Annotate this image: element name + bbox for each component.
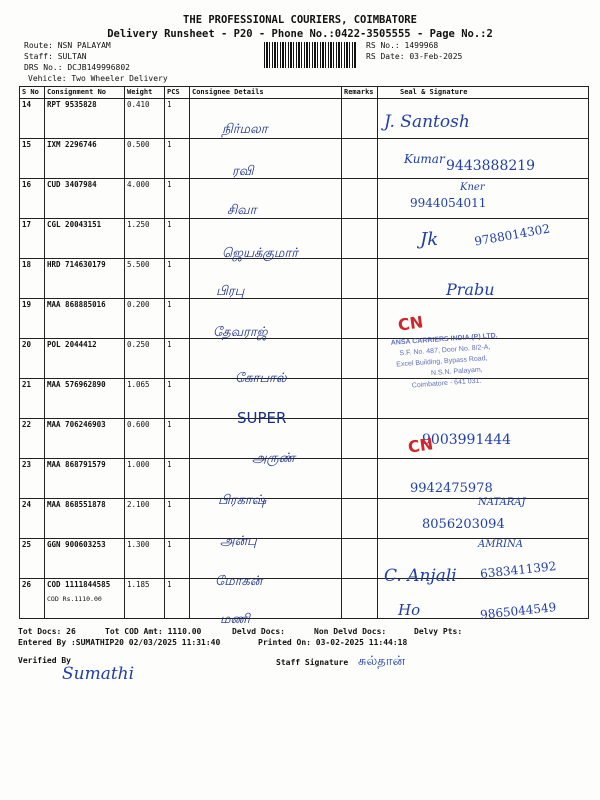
row-pcs: 1 [165,139,190,179]
staff-signature-label: Staff Signature [276,658,349,667]
col-seal-signature: Seal & Signature [378,87,589,99]
row-sno: 19 [20,299,45,339]
row-weight: 1.250 [125,219,165,259]
phone-handwriting: 9942475978 [410,481,493,496]
signature-handwriting: Kner [460,182,485,193]
row-pcs: 1 [165,459,190,499]
row-consignment-no: CUD 3407984 [45,179,125,219]
staff-info: Staff: SULTAN [24,52,87,61]
row-weight: 0.410 [125,99,165,139]
phone-handwriting: 8056203094 [422,517,505,532]
row-sno: 20 [20,339,45,379]
row-sno: 14 [20,99,45,139]
row-remarks-cell [342,579,378,619]
route-info: Route: NSN PALAYAM [24,41,111,50]
table-row [20,459,589,499]
col-remarks: Remarks [342,87,378,99]
row-sno: 21 [20,379,45,419]
rs-date: RS Date: 03-Feb-2025 [366,52,463,61]
signature-handwriting: Jk [420,229,439,250]
row-pcs: 1 [165,379,190,419]
row-pcs: 1 [165,339,190,379]
signature-handwriting: C. Anjali [384,566,457,586]
row-weight: 0.200 [125,299,165,339]
printed-on: Printed On: 03-02-2025 11:44:18 [258,638,408,647]
company-stamp [372,325,577,419]
stamp-line: Coimbatore - 641 031. [411,377,482,390]
row-remarks-cell [342,539,378,579]
consignee-handwriting: அருண் [252,451,296,466]
company-title: THE PROFESSIONAL COURIERS, COIMBATORE [183,14,417,26]
consignee-handwriting: பிரபு [216,284,245,299]
row-remarks-cell [342,419,378,459]
row-weight: 1.065 [125,379,165,419]
consignee-handwriting: SUPER [237,409,287,427]
signature-handwriting: Prabu [446,280,495,299]
col-pcs: PCS [165,87,190,99]
consignee-handwriting: சிவா [227,203,257,218]
phone-handwriting: 9788014302 [473,221,551,249]
row-weight: 0.250 [125,339,165,379]
row-consignment-no: GGN 900603253 [45,539,125,579]
entered-by: Entered By :SUMATHIP20 02/03/2025 11:31:40 [18,638,221,647]
consignee-handwriting: தேவராஜ் [213,325,268,340]
consignee-handwriting: ரவி [232,164,254,179]
row-sno: 22 [20,419,45,459]
row-consignment-no: MAA 868885016 [45,299,125,339]
row-sno: 15 [20,139,45,179]
row-consignment-no: RPT 9535828 [45,99,125,139]
row-consignment-no [45,579,125,619]
row-consignment-no: HRD 714630179 [45,259,125,299]
stamp-line: N.S.N. Palayam, [430,366,483,378]
row-consignment-no: MAA 868551878 [45,499,125,539]
row-remarks-cell [342,99,378,139]
row-consignment-no: MAA 576962890 [45,379,125,419]
row-pcs: 1 [165,179,190,219]
col-consignee: Consignee Details [190,87,342,99]
row-consignee-cell [190,139,342,179]
row-consignee-cell [190,579,342,619]
consignee-handwriting: நிர்மலா [222,122,268,137]
phone-handwriting: 9443888219 [446,158,536,174]
delivery-points: Delvy Pts: [414,627,463,636]
table-row [20,99,589,139]
row-pcs: 1 [165,579,190,619]
row-remarks-cell [342,379,378,419]
staff-signature: சுல்தான் [358,654,406,669]
row-remarks-cell [342,299,378,339]
row-consignment-no: MAA 706246903 [45,419,125,459]
table-header-row [20,87,589,99]
row-pcs: 1 [165,219,190,259]
row-remarks-cell [342,259,378,299]
row-weight: 1.000 [125,459,165,499]
consignee-handwriting: மோகன் [215,574,263,589]
row-remarks-cell [342,139,378,179]
row-pcs: 1 [165,299,190,339]
phone-handwriting: 6383411392 [479,559,557,581]
row-sno: 18 [20,259,45,299]
phone-handwriting: 9865044549 [479,600,557,622]
row-pcs: 1 [165,499,190,539]
cod-note: COD Rs.1110.00 [47,595,102,603]
row-consignment-no: COD 1111844585 [47,580,111,589]
consignee-handwriting: ஜெயக்குமார் [222,246,298,261]
row-remarks-cell [342,219,378,259]
row-pcs: 1 [165,99,190,139]
row-consignment-no: MAA 868791579 [45,459,125,499]
signature-handwriting: Kumar [404,152,445,166]
table-row [20,259,589,299]
phone-handwriting: 9003991444 [422,432,512,448]
col-weight: Weight [125,87,165,99]
signature-handwriting: NATARAJ [478,497,526,508]
stamp-line: ANSA CARRIERS INDIA (P) LTD. [390,332,498,347]
row-consignment-no: CGL 20043151 [45,219,125,259]
row-consignment-no: POL 2044412 [45,339,125,379]
stamp-line: Excel Building, Bypass Road, [396,355,488,369]
consignee-handwriting: மணி [220,612,250,627]
barcode-image [264,42,356,68]
row-consignment-no: IXM 2296746 [45,139,125,179]
row-weight: 1.300 [125,539,165,579]
row-pcs: 1 [165,539,190,579]
vehicle-info: Vehicle: Two Wheeler Delivery [28,74,168,83]
table-row [20,179,589,219]
rs-number: RS No.: 1499968 [366,41,439,50]
signature-handwriting: AMRINA [478,539,523,550]
total-docs: Tot Docs: 26 [18,627,76,636]
row-weight: 4.000 [125,179,165,219]
consignee-handwriting: அன்பு [220,534,257,549]
row-sno: 25 [20,539,45,579]
row-consignee-cell [190,539,342,579]
row-remarks-cell [342,499,378,539]
red-mark: CN [396,312,425,335]
runsheet-subtitle: Delivery Runsheet - P20 - Phone No.:0422-3505555 - Page No.:2 [107,28,493,40]
delivered-docs: Delvd Docs: [232,627,285,636]
col-consignment: Consignment No [45,87,125,99]
row-sno: 23 [20,459,45,499]
verified-signature: Sumathi [62,664,135,684]
verified-by-label: Verified By [18,656,71,665]
row-pcs: 1 [165,419,190,459]
row-sno: 26 [20,579,45,619]
row-sno: 16 [20,179,45,219]
phone-handwriting: 9944054011 [410,196,487,210]
row-weight: 0.500 [125,139,165,179]
row-weight: 5.500 [125,259,165,299]
col-sno: S No [20,87,45,99]
consignee-handwriting: பிரகாஷ் [218,493,267,508]
row-pcs: 1 [165,259,190,299]
signature-handwriting: J. Santosh [384,112,470,132]
stamp-line: S.F. No. 487, Door No. 8/2-A, [399,343,491,358]
row-weight: 0.600 [125,419,165,459]
total-cod-amount: Tot COD Amt: 1110.00 [105,627,202,636]
drs-number: DRS No.: DCJB149996802 [24,63,130,72]
non-delivered-docs: Non Delvd Docs: [314,627,387,636]
row-weight: 1.185 [125,579,165,619]
row-sno: 17 [20,219,45,259]
row-remarks-cell [342,179,378,219]
row-consignee-cell [190,179,342,219]
row-sno: 24 [20,499,45,539]
consignee-handwriting: கோபால் [235,371,287,386]
signature-handwriting: Ho [398,601,421,619]
row-remarks-cell [342,459,378,499]
row-weight: 2.100 [125,499,165,539]
row-consignee-cell [190,259,342,299]
red-mark: CN [406,434,435,457]
